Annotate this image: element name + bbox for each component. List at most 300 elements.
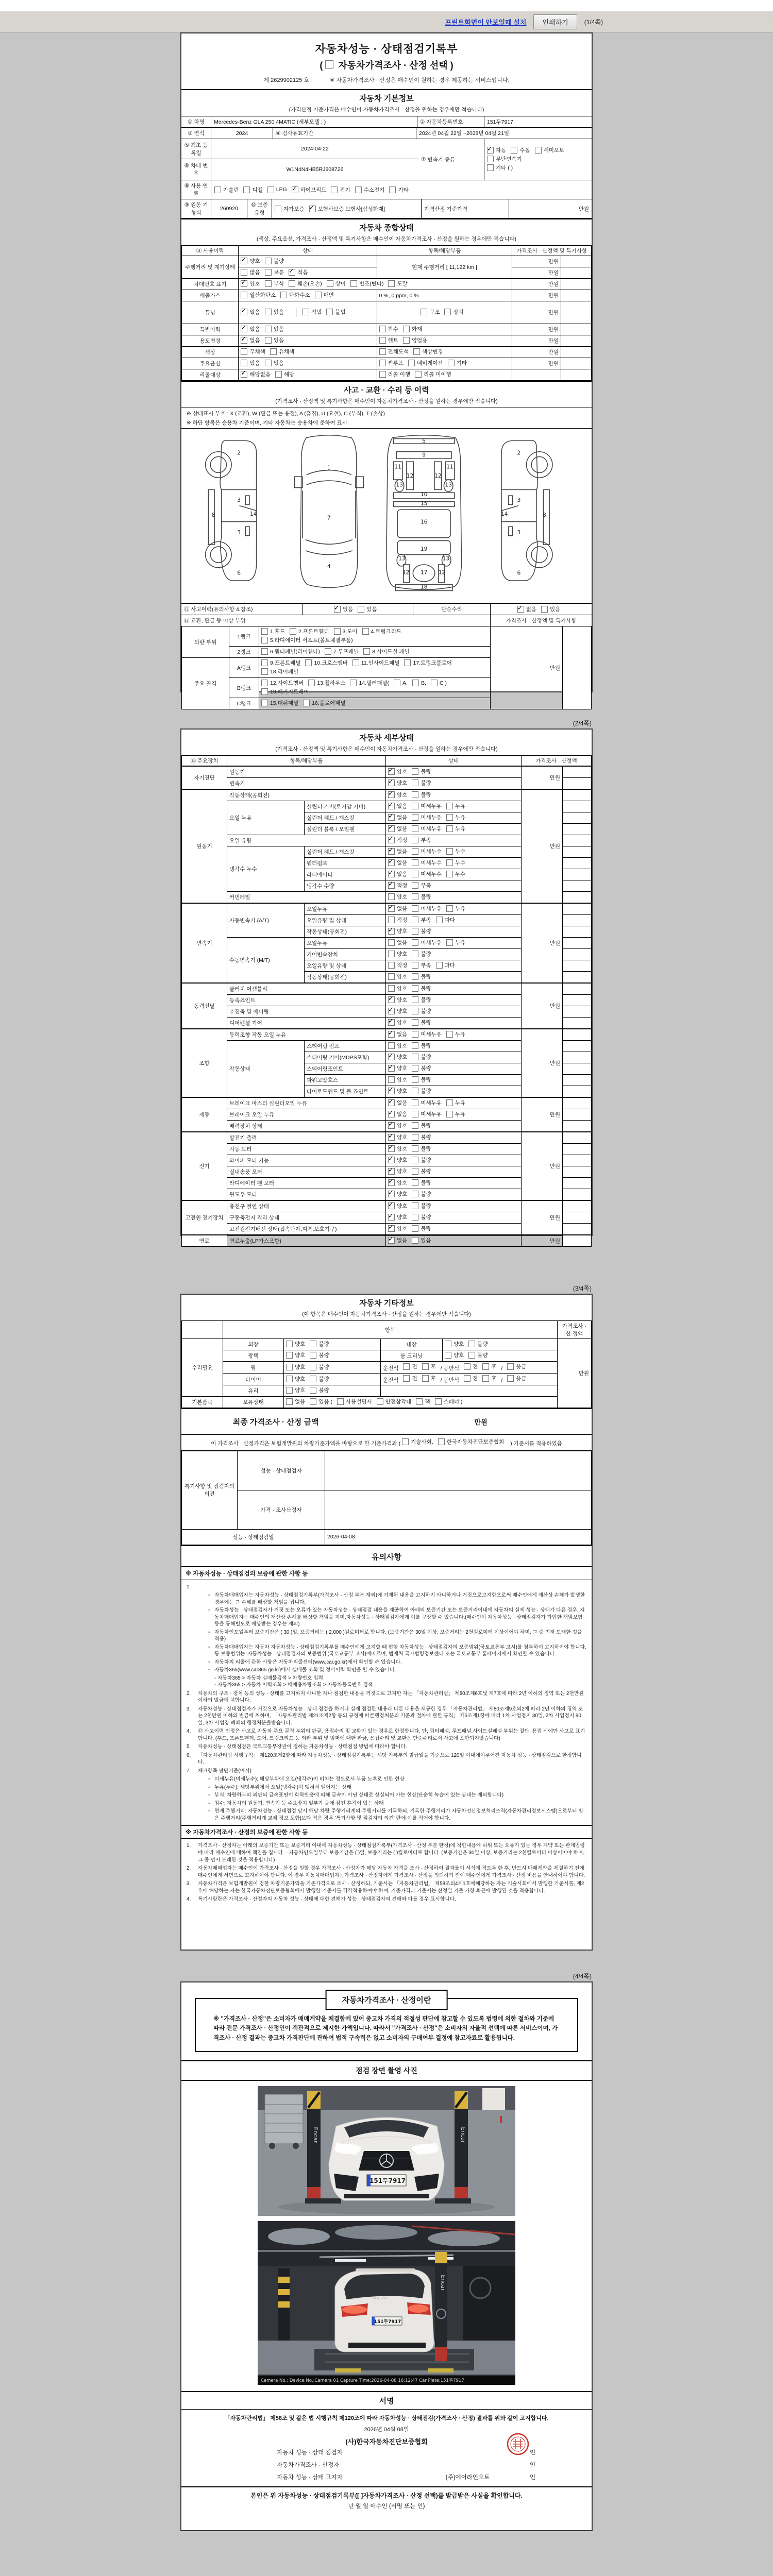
item-label: 동력조향 작동 오일 누유 (227, 1029, 386, 1041)
item-label: 변속기 (227, 778, 386, 790)
note-cell (563, 1029, 592, 1041)
checkbox-icon (412, 1031, 418, 1038)
state-options: ✓ 양호 불량 (386, 789, 522, 801)
emission-options: 일산화탄소 탄화수소 매연 (239, 290, 377, 301)
checkbox-icon (468, 1341, 475, 1347)
checkbox-icon (487, 147, 494, 154)
note-cell (561, 347, 592, 358)
checkbox-icon (412, 1157, 418, 1163)
glass-label: 유리 (223, 1385, 284, 1397)
checkbox-icon (286, 1387, 293, 1394)
col-item: 항목/해당부품 (227, 756, 386, 767)
diagram-part-number: 2 (237, 449, 241, 456)
checkbox-icon (388, 1076, 395, 1083)
other-info-table (181, 1320, 592, 1408)
checkbox-icon (377, 1398, 383, 1405)
state-options: ✓ 양호 불량 (386, 778, 522, 790)
price-cell: 만원 (512, 324, 561, 335)
rank2-items: 6.쿼터패널(리어휀다) 7.루프패널 8.사이드실 패널 (259, 647, 491, 658)
checkbox-icon (286, 1398, 293, 1405)
signer-row (181, 2446, 592, 2459)
checkbox-icon (388, 928, 395, 935)
state-options: ✓ 양호 불량 (386, 1006, 522, 1018)
notice-bullet: ◦ 부식: 차량하부와 외판의 금속표면이 화학반응에 의해 금속이 아닌 상태로 상실되어 가는 현상(단순히 녹슬어 있는 상태는 제외합니다) (208, 1792, 504, 1799)
item-label: 수동변속기 (M/T) (227, 938, 305, 984)
inspection-period: 2024년 04월 22일 ~2028년 04월 21일 (419, 130, 510, 137)
checkbox-icon (388, 825, 395, 832)
item-label: 발전기 출력 (227, 1132, 386, 1144)
note-cell (563, 983, 592, 995)
checkbox-icon (412, 859, 418, 866)
checkbox-icon (412, 1076, 418, 1083)
svg-text:Encar: Encar (460, 2127, 466, 2143)
col-price: 가격조사 · 산 정액 (558, 1321, 592, 1339)
usage-change-state: ✓ 없음 있음 (239, 335, 377, 347)
checkbox-icon (448, 360, 455, 366)
notice-subline: - 자동차365 > 자동차 실매물검색 > 차량번호 입력 (214, 1675, 323, 1681)
basic-info-note: (가격산정 기준가격은 매수인이 자동차가격조사 · 산정을 원하는 경우에만 적습니다) (289, 107, 484, 113)
notice-sec2-title: ※ 자동차가격조사 · 산정의 보증에 관한 사항 등 (181, 1825, 592, 1839)
checkbox-icon (487, 164, 494, 171)
notice-item: 3. 자동차가격은 보험개발원이 정한 차량기준가액을 기준가격으로 조사 · 산정하되, 기준서는 「자동차관리법」 제58조의4제1호에해당하는 자는 기술사회에서 발행한 기준서를, 제2호에 해당하는 자는 한국자동차진단보증협회에서 발행한 기준서를 각각적용하여야 하며, 기준가격과 기준서는 산정일 기준 가장 최근에 발행된 것을 적용합니다. (187, 1881, 584, 1894)
exchange-header-row (181, 615, 592, 626)
state-options: 없음 미세누유 누유 (386, 938, 522, 949)
state-options: ✓ 양호 불량 (386, 1063, 522, 1075)
state-options: 양호 불량 (386, 1041, 522, 1052)
note-cell (563, 1086, 592, 1098)
checkbox-icon (412, 1237, 418, 1244)
device-group-label: 변속기 (182, 903, 227, 983)
item-label: 실내송풍 모터 (227, 1166, 386, 1178)
diagram-part-number: 6 (237, 569, 241, 577)
overall-state-table (181, 245, 592, 381)
item-label: 와이퍼 모터 기능 (227, 1155, 386, 1166)
diagram-part-number: 14 (501, 510, 508, 517)
state-options: ✓ 없음 미세누수 누수 (386, 869, 522, 880)
checkbox-icon (388, 996, 395, 1003)
emission-values: 0 %, 0 ppm, 0 % (377, 290, 512, 301)
note-cell (563, 869, 592, 880)
detail-row (182, 983, 592, 995)
device-group-label: 원동기 (182, 789, 227, 903)
checkbox-icon (388, 837, 395, 843)
overall-state-title: 자동차 종합상태 (181, 218, 592, 234)
document-number: 제 2629902125 호 (263, 77, 309, 83)
exterior-options: 양호 불량 (284, 1339, 381, 1350)
repair-need-label: 수리필요 (182, 1339, 223, 1397)
diagram-part-number: 13 (442, 555, 450, 562)
checkbox-icon (388, 1111, 395, 1117)
note-cell (563, 1224, 592, 1235)
special-history-items: 침수 화재 (377, 324, 512, 335)
checkbox-icon (412, 996, 418, 1003)
notice-bullet: ◦ 미세누유(미세누수): 해당부위에 오일(냉각수)이 비치는 정도로서 부품 노후로 인한 현상 (208, 1776, 405, 1783)
item-label: 윈도우 모터 (227, 1189, 386, 1201)
checkbox-icon (315, 292, 322, 298)
price-cell: 만원 (522, 983, 563, 1029)
special-history-state: ✓ 없음 있음 (239, 324, 377, 335)
checkbox-icon (541, 606, 548, 613)
checkbox-icon (446, 1111, 453, 1117)
note-cell (563, 995, 592, 1006)
checkbox-icon (388, 871, 395, 877)
checkbox-icon (446, 1031, 453, 1038)
notice-bullet: ◦ 현재 주행거리: 자동차성능 · 상태점검 당시 해당 차량 주행거리계의 주행거리를 기록하되, 기록한 주행거리가 자동차전산정보처리조직(자동차관리정보시스템)으로부터 받은 주행거리(주행거리계 교체 정보 포함)보다 적은 경우 '특기사항 및 점검자의 의견' 란에 이를 적어야 합니다. (208, 1808, 583, 1821)
price-cell: 만원 (522, 766, 563, 789)
recall-items: 리콜 이행 리콜 미이행 (377, 369, 512, 381)
state-options: 양호 불량 (386, 949, 522, 960)
sub-item-label: 오일누유 (305, 938, 386, 949)
sub-item-label: 라디에이터 (305, 869, 386, 880)
checkbox-icon (261, 680, 268, 686)
note-cell (563, 846, 592, 858)
checkbox-icon (352, 659, 359, 666)
diagram-part-number: 12 (402, 569, 410, 576)
wheel-position-options: 운전석 전 후 / 동반석 전 후 / 응급 (381, 1362, 558, 1374)
diagram-part-number: 3 (517, 529, 521, 536)
note-cell (563, 892, 592, 904)
signature-statement: 「자동차관리법」 제58조 및 같은 법 시행규칙 제120조에 따라 자동차성능 · 상태점검(가격조사 · 산정) 결과를 위와 같이 고지합니다. (224, 2415, 549, 2422)
checkbox-icon (388, 768, 395, 775)
check-date-value: 2026-04-08 (325, 1529, 592, 1545)
checkbox-icon (388, 859, 395, 866)
checkbox-icon (421, 309, 427, 315)
vin-mark-options: ✓ 양호 부식 훼손(오손) 상이 변조(변타) 도말 (239, 279, 512, 290)
item-label: 원동기 (227, 766, 386, 778)
outer-panel-label: 외판 부위 (182, 626, 229, 658)
interior-options: 양호 불량 (443, 1339, 558, 1350)
price-guide-text: ※ "가격조사 · 산정"은 소비자가 매매계약을 체결함에 있어 중고차 가격의 적절성 판단에 참고할 수 있도록 법령에 의한 절차와 기준에 따라 전문 가격조사 · 산정인이 객관적으로 제시한 가액입니다. 따라서 "가격조사 · 산정"은 소비자의 자율적 선택에 따른 서비스이며, 가격조사 · 산정 결과는 중고차 가격판단에 관하여 법적 구속력은 없고 소비자의 구매여부 결정에 참고자료로 활용됩니다. (213, 2016, 558, 2041)
price-guide-box (195, 1998, 578, 2052)
col-item: 항목/해당부품 (377, 246, 512, 256)
checkbox-icon (412, 951, 418, 957)
tuning-items: 구조 장치 (377, 301, 512, 324)
checkbox-icon (412, 768, 418, 775)
checkbox-icon (286, 1376, 293, 1382)
print-button[interactable]: 인쇄하기 (533, 14, 577, 29)
buyer-confirmation: 본인은 위 자동차성능 · 상태점검기록부([ ]자동차가격조사 · 산정 선택)를 발급받은 사실을 확인합니다. (181, 2486, 592, 2500)
checkbox-icon (310, 1376, 316, 1382)
checkbox-icon (265, 280, 272, 287)
checkbox-icon (412, 973, 418, 980)
price-cell: 만원 (522, 1132, 563, 1200)
state-options: ✓ 양호 불량 (386, 1224, 522, 1235)
rank-note-cell (563, 626, 592, 709)
col-price: 가격조사 · 산정액 및 특기사항 (512, 246, 592, 256)
notifier-label: 자동차 성능 · 상태 고지자 (277, 2475, 343, 2481)
browser-top-strip (0, 0, 773, 11)
sub-item-label: 작동상태(공회전) (305, 926, 386, 938)
reg-no-label: ② 자동차등록번호 (417, 116, 484, 127)
checkbox-icon (265, 337, 272, 344)
checkbox-icon (412, 1054, 418, 1060)
checkbox-icon (517, 606, 524, 613)
checkbox-icon (388, 1134, 395, 1141)
diagram-part-number: 11 (394, 463, 401, 470)
checkbox-icon (355, 187, 362, 193)
checkbox-icon (446, 1099, 453, 1106)
inspection-label: ④ 검사유효기간 (273, 128, 416, 139)
checkbox-icon (241, 280, 247, 287)
notice-title: 유의사항 (181, 1545, 592, 1566)
tuning-label: 튜닝 (182, 301, 239, 324)
frame-label: 주요 골격 (182, 658, 229, 709)
diagram-part-number: 11 (446, 463, 453, 470)
checkbox-icon (379, 326, 386, 332)
note-cell (561, 335, 592, 347)
checkbox-icon (267, 187, 274, 193)
usage-change-items: 렌트 영업용 (377, 335, 512, 347)
checkbox-icon (388, 962, 395, 969)
install-print-helper-link[interactable]: 프린트화면이 안보일때 설치 (445, 18, 527, 26)
notice-bullet: ◦ 누유(누수): 해당부위에서 오일(냉각수)이 맺혀서 떨어지는 상태 (208, 1784, 351, 1790)
sub-item-label: 워터펌프 (305, 858, 386, 869)
notice-item: 5. 자동차성능 · 상태점검은 국토교통부장관이 정하는 자동차성능 · 상태점검 방법에 따라야 합니다. (187, 1744, 407, 1750)
note-cell (563, 835, 592, 846)
notice-item: 1. (187, 1584, 191, 1590)
checkbox-icon (412, 1179, 418, 1186)
fuel-options: 가솔린 디젤 LPG ✓ 하이브리드 전기 수소전기 기타 (211, 180, 592, 199)
price-option-checkbox-icon (325, 60, 333, 69)
state-options: ✓ 양호 불량 (386, 1086, 522, 1098)
note-cell (563, 972, 592, 984)
diagram-part-number: 18 (420, 583, 428, 590)
checkbox-icon (412, 1168, 418, 1175)
note-cell (563, 1121, 592, 1132)
item-label: 자동변속기 (A/T) (227, 903, 305, 938)
page-marker-1: (1/4쪽) (584, 18, 603, 26)
checkbox-icon (286, 1352, 293, 1359)
checkbox-icon (309, 206, 316, 212)
notice-item: 7. 체크항목 판단기준(예시) (187, 1768, 251, 1774)
diagram-part-number: 12 (438, 569, 446, 576)
checkbox-icon (388, 1042, 395, 1049)
exchange-label: ⑬ 교환, 판금 등 이상 부위 (181, 615, 491, 626)
rankB-items: 12.사이드멤버 13.휠하우스 14.필러패널( A, B, C ) 19.패키지트레이 (259, 678, 491, 698)
state-options: ✓ 양호 불량 (386, 926, 522, 938)
checkbox-icon (388, 1191, 395, 1197)
rankC-label: C랭크 (229, 698, 259, 709)
warranty-options: 자가보증 ✓ 보험사보증 보험사[삼성화재] (272, 199, 422, 218)
checkbox-icon (412, 837, 418, 843)
first-reg-date: 2024-04-22 (301, 146, 329, 152)
notice-bullet: ◦ 자동차365(www.car365.go.kr)에서 실매물 조회 및 정비이력 확인을 할 수 있습니다. (208, 1667, 396, 1673)
state-options: ✓ 양호 불량 (386, 995, 522, 1006)
checkbox-icon (261, 637, 268, 643)
checkbox-icon (507, 1375, 514, 1382)
exchange-price-header: 가격조사 · 산정액 및 특기사항 (506, 618, 577, 624)
notice-bullet: ◦ 자동차매매업자는 자동차성능 · 상태점검기록부(가격조사 · 산정 부분 제외)에 기재된 내용을 고지하지 아니하거나 거짓으로고지함으로써 매수인에게 재산상 손해가 발생한 경우에는 그 손해를 배상할 책임을 집니다. (208, 1592, 585, 1605)
inspector-remark-value (325, 1451, 592, 1490)
overall-state-note: (색상, 주요옵션, 가격조사 · 산정액 및 특기사항은 매수인이 자동차가격조사 · 산정을 원하는 경우에만 적습니다) (256, 236, 517, 242)
sub-item-label: 오일유량 및 상태 (305, 915, 386, 926)
checkbox-icon (261, 700, 268, 706)
item-label: 오일 유량 (227, 835, 386, 846)
price-cell: 만원 (522, 1029, 563, 1097)
price-cell: 만원 (512, 358, 561, 369)
checkbox-icon (289, 269, 295, 276)
blank-cell (381, 1385, 558, 1397)
basic-info-title: 자동차 기본정보 (181, 89, 592, 105)
checkbox-icon (388, 905, 395, 912)
checkbox-icon (444, 309, 451, 315)
checkbox-icon (412, 1019, 418, 1026)
page-marker-4: (4/4쪽) (573, 1973, 592, 1980)
detail-row (182, 903, 592, 915)
inspector-remark-label: 성능 · 상태점검자 (238, 1451, 325, 1490)
rankA-items: 9.프론트패널 10.크로스멤버 11.인사이드패널 17.트렁크플로어 18.리어패널 (259, 658, 491, 678)
state-options: ✓ 양호 불량 (386, 1132, 522, 1144)
basic-items-label: 기본품목 (182, 1397, 223, 1408)
note-cell (563, 1212, 592, 1224)
diagram-part-number: 1 (327, 464, 331, 471)
warranty-label: ⑩ 보증 유형 (247, 199, 272, 218)
glass-options: 양호 불량 (284, 1385, 381, 1397)
device-group-label: 고전원 전기장치 (182, 1200, 227, 1235)
price-cell: 만원 (512, 290, 561, 301)
checkbox-icon (388, 882, 395, 889)
note-cell (563, 778, 592, 790)
state-options: 양호 불량 (386, 1075, 522, 1086)
appraiser-seal: 인 (530, 2462, 536, 2469)
checkbox-icon (412, 882, 418, 889)
note-cell (563, 1166, 592, 1178)
checkbox-icon (289, 280, 295, 287)
checkbox-icon (487, 156, 494, 162)
checkbox-icon (388, 1122, 395, 1129)
notice-subline: - 자동차365 > 자동차 이력조회 > 매매용차량조회 > 자동차등록번호 검색 (214, 1682, 373, 1688)
signature-title: 서명 (181, 2391, 592, 2410)
checkbox-icon (308, 680, 315, 686)
checkbox-icon (362, 628, 369, 635)
checkbox-icon (310, 1341, 316, 1347)
item-label: 충전구 절연 상태 (227, 1200, 386, 1212)
vin-label: ⑥ 차대 번호 (181, 159, 211, 180)
diagram-part-number: 3 (237, 529, 241, 536)
checkbox-icon (388, 1202, 395, 1209)
notice-item: 2. 자동차매매업자는 매수인이 가격조사 · 산정을 원할 경우 가격조사 · 산정자가 해당 자동차 가격을 조사 · 산정하여 결과를이 서식에 적도록 한 후, 반드시 매매계약을 체결하기 전에 매수인에게 서면으로 고지하여야 합니다. 이 경우 자동차매매업자는가격조사 · 산정자에게 가격조사 · 산정을 의뢰하기 전에 매수인에게 가격조사 · 산정 비용을 안내하여야 합니다. (187, 1866, 585, 1878)
checkbox-icon (275, 371, 282, 378)
detail-row (182, 766, 592, 778)
notice-bullet: ◦ 자동차매매업자는 자동차 자동차성능 · 상태점검기록부를 매수인에게 고지할 때 현행 자동차성능 · 상태점검자의 보증범위(국토교통부 고시)를 첨부하여 고지하여야 합니다. 동 보증범위는 '자동차성능 · 상태점검자의 보증범위'(국토교통부 고시)에따르며, 법제처 국가법령정보센터 또는 국토교통부 홈페이지에서 확인할 수 있습니다. (208, 1644, 586, 1657)
page-4 (180, 1981, 593, 2531)
note-cell (563, 824, 592, 835)
checkbox-icon (446, 825, 453, 832)
diagram-part-number: 9 (422, 451, 426, 459)
checkbox-icon (446, 859, 453, 866)
checkbox-icon (403, 337, 410, 344)
checkbox-icon (436, 962, 443, 969)
room-cleaning-label: 룸 크리닝 (381, 1350, 443, 1362)
other-info-note: (이 항목은 매수인이 자동차가격조사 · 산정을 원하는 경우에만 적습니다) (302, 1311, 471, 1317)
checkbox-icon (412, 985, 418, 992)
exterior-label: 외장 (223, 1339, 284, 1350)
state-options: ✓ 없음 미세누유 누유 (386, 1109, 522, 1121)
detail-row (182, 1200, 592, 1212)
checkbox-icon (388, 1157, 395, 1163)
inspector-label: 자동차 성능 · 상태 점검자 (277, 2450, 343, 2456)
checkbox-icon (334, 628, 341, 635)
checkbox-icon (241, 348, 247, 355)
sub-item-label: 실린더 헤드 / 개스킷 (305, 846, 386, 858)
note-cell (563, 903, 592, 915)
emission-label: 배출가스 (182, 290, 239, 301)
price-cell: 만원 (512, 301, 561, 324)
checkbox-icon (286, 1341, 293, 1347)
checkbox-icon (388, 1054, 395, 1060)
checkbox-icon (412, 1122, 418, 1129)
transmission-label: ⑦ 변속기 종류 (418, 139, 484, 180)
rank2-label: 2랭크 (229, 647, 259, 658)
price-guide-title: 자동차가격조사 · 산정이란 (326, 1990, 448, 2010)
sub-item-label: 오일누유 (305, 903, 386, 915)
checkbox-icon (241, 337, 247, 344)
state-legend-2: ※ 하단 항목은 승용차 기준이며, 기타 자동차는 승용차에 준하여 표시 (187, 420, 347, 426)
state-options: ✓ 양호 불량 (386, 1189, 522, 1201)
state-options: ✓ 없음 미세누수 누수 (386, 846, 522, 858)
diagram-part-number: 14 (250, 510, 257, 517)
checkbox-icon (241, 371, 247, 378)
checkbox-icon (388, 985, 395, 992)
vin-value: W1N4N4HB5RJ608726 (286, 166, 344, 173)
room-cleaning-options: 양호 불량 (443, 1350, 558, 1362)
final-price-label: 최종 가격조사 · 산정 금액 (232, 1418, 319, 1427)
reg-no-value: 151두7917 (487, 119, 514, 125)
page-2 (180, 728, 593, 1244)
item-label: 커먼레일 (227, 892, 386, 904)
subtitle-label: 자동차가격조사 · 산정 선택 (338, 60, 448, 71)
checkbox-icon (388, 1099, 395, 1106)
note-cell (561, 301, 592, 324)
diagram-part-number: 16 (420, 518, 428, 526)
accident-history-label: ⑫ 사고이력(유의사항 4.참조) (181, 604, 303, 615)
checkbox-icon (379, 337, 386, 344)
checkbox-icon (388, 893, 395, 900)
checkbox-icon (241, 258, 247, 264)
polish-options: 양호 불량 (284, 1350, 381, 1362)
checkbox-icon (326, 309, 333, 315)
signature-org: (사)한국자동차진단보증협회 (181, 2436, 592, 2446)
mileage-value: 현재 주행거리 [ 11,122 km ] (377, 256, 512, 279)
note-cell (563, 1132, 592, 1144)
base-price-label: 가격산정 기준가격 (422, 199, 509, 218)
sub-item-label: 냉각수 수량 (305, 880, 386, 892)
note-cell (563, 1018, 592, 1029)
note-cell (563, 1075, 592, 1086)
device-group-label: 동력전달 (182, 983, 227, 1029)
notice-item: 4. ⑫ 사고이력 인정은 사고로 자동차 주요 골격 부위의 판금, 용접수리 및 교환이 있는 경우로 한정합니다. 단, 쿼터패널, 루프패널,사이드실패널 부위는 절단, 용접 시에만 사고로 표기합니다. (후드, 프론트펜더, 도어, 트렁크리드 등 외판 부위 및 범퍼에 대한 판금, 용접수리 및 교환은 단순수리로서 사고에 포함되지않습니다) (187, 1728, 585, 1741)
note-cell (563, 880, 592, 892)
checkbox-icon (422, 1375, 429, 1382)
diagram-part-number: 13 (398, 555, 406, 562)
diagram-part-number: 19 (420, 545, 428, 552)
checkbox-icon (261, 668, 268, 675)
checkbox-icon (464, 1363, 470, 1370)
base-price-unit: 만원 (578, 206, 589, 212)
state-options: ✓ 양호 불량 (386, 766, 522, 778)
state-options: ✓ 양호 불량 (386, 1200, 522, 1212)
fuel-label: ⑧ 사용 연료 (181, 180, 211, 199)
checkbox-icon (310, 1398, 316, 1405)
diagram-part-number: 5 (422, 437, 426, 445)
state-options: ✓ 없음 미세누유 누유 (386, 1029, 522, 1041)
inspector-seal: 인 (530, 2450, 536, 2456)
checkbox-icon (388, 1237, 395, 1244)
checkbox-icon (412, 1111, 418, 1117)
checkbox-icon (388, 280, 395, 287)
checkbox-icon (261, 659, 268, 666)
note-cell (563, 1109, 592, 1121)
